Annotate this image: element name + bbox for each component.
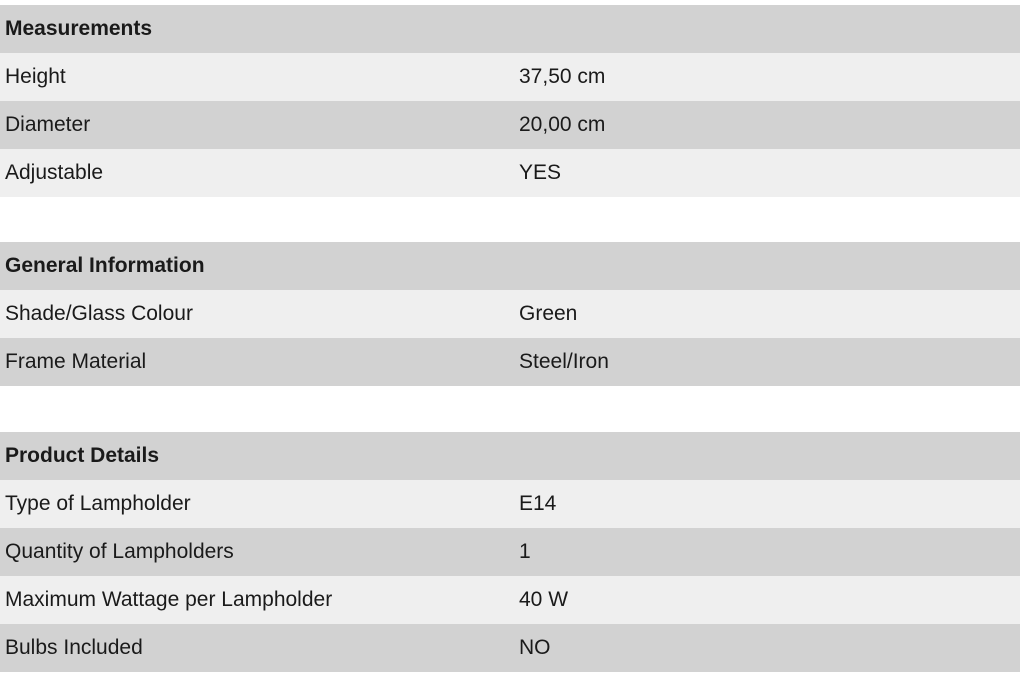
spec-row-lampholder-quantity [0,528,1020,576]
spec-value: 40 W [519,588,569,611]
spec-label: Shade/Glass Colour [5,302,193,325]
spec-label: Adjustable [5,161,104,184]
spec-label: Quantity of Lampholders [5,540,234,563]
product-details-section [0,432,1020,672]
spec-row-max-wattage [0,576,1020,624]
spec-value: Green [519,302,578,325]
spec-row-height [0,53,1020,101]
section-header: Measurements [0,5,1020,53]
spec-row-diameter [0,101,1020,149]
spec-label: Maximum Wattage per Lampholder [5,588,333,611]
spec-row-lampholder-type [0,480,1020,528]
measurements-section [0,5,1020,197]
spec-value: 20,00 cm [519,113,606,136]
spec-row-adjustable [0,149,1020,197]
section-header: General Information [0,242,1020,290]
spec-value: NO [519,636,551,659]
spec-value: Steel/Iron [519,350,609,373]
spec-row-shade-colour [0,290,1020,338]
spec-label: Bulbs Included [5,636,143,659]
spec-value: 1 [519,540,531,563]
section-header: Product Details [0,432,1020,480]
spec-value: 37,50 cm [519,65,606,88]
general-information-section [0,242,1020,386]
spec-row-frame-material [0,338,1020,386]
spec-label: Height [5,65,66,88]
spec-label: Type of Lampholder [5,492,191,515]
spec-label: Diameter [5,113,91,136]
spec-row-bulbs-included [0,624,1020,672]
spec-value: E14 [519,492,557,515]
spec-label: Frame Material [5,350,147,373]
spec-value: YES [519,161,562,184]
